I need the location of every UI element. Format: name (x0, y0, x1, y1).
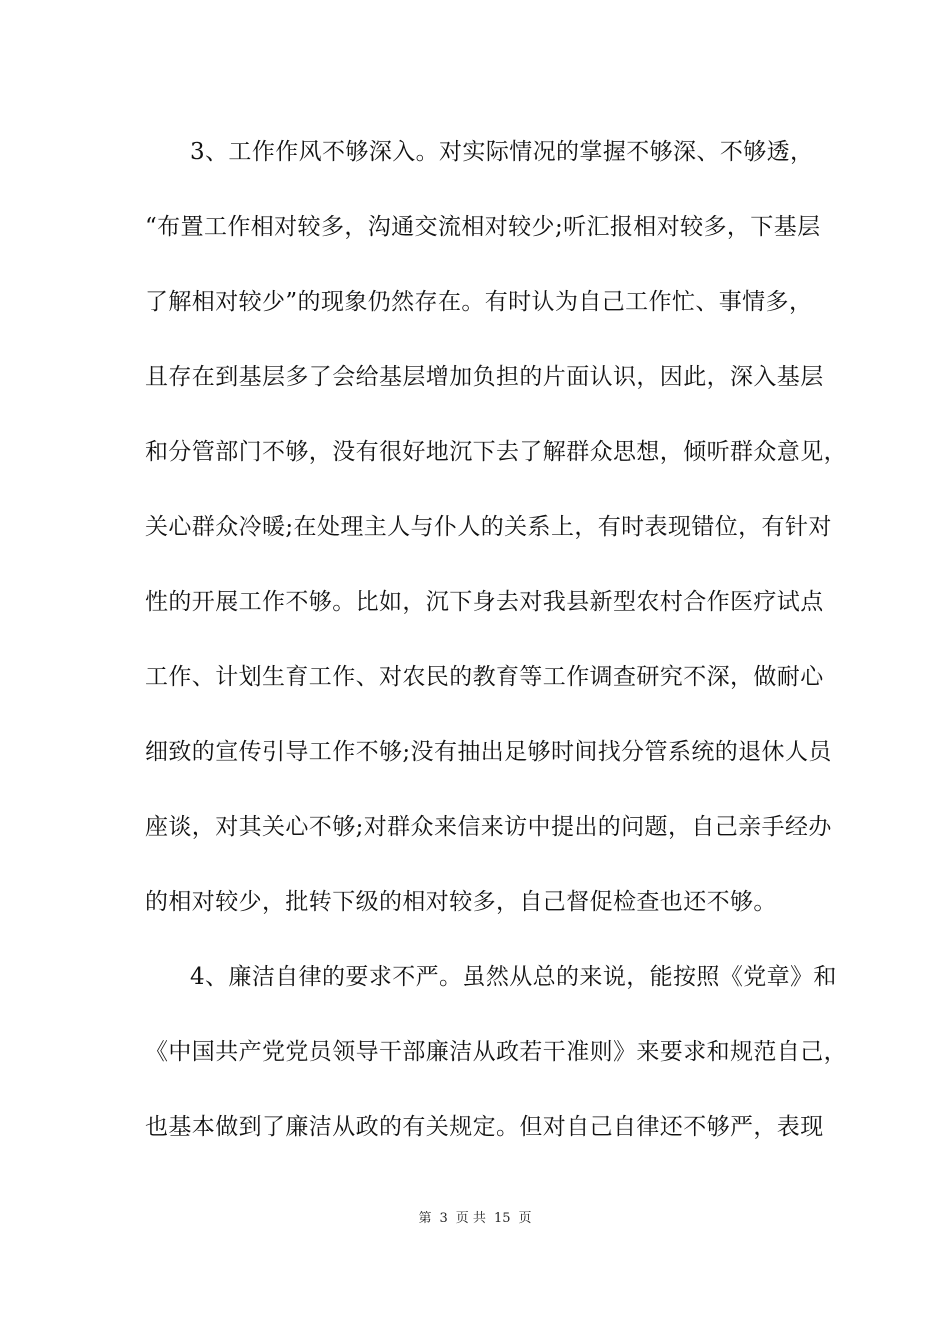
paragraph-3-line-4: 且存在到基层多了会给基层增加负担的片面认识，因此，深入基层 (145, 364, 824, 390)
footer-prefix: 第 (418, 1211, 432, 1226)
paragraph-3-line-9: 细致的宣传引导工作不够;没有抽出足够时间找分管系统的退休人员 (145, 739, 832, 765)
paragraph-3-line-1: 3、工作作风不够深入。对实际情况的掌握不够深、不够透， (190, 139, 814, 165)
paragraph-3-line-3: 了解相对较少”的现象仍然存在。有时认为自己工作忙、事情多， (145, 289, 813, 315)
footer-total-pages: 15 (493, 1211, 511, 1226)
footer-current-page: 3 (439, 1211, 448, 1226)
paragraph-3-line-8: 工作、计划生育工作、对农民的教育等工作调查研究不深，做耐心 (145, 664, 824, 690)
paragraph-3-line-10: 座谈，对其关心不够;对群众来信来访中提出的问题，自己亲手经办 (145, 814, 832, 840)
paragraph-3-line-6: 关心群众冷暖;在处理主人与仆人的关系上，有时表现错位，有针对 (145, 514, 832, 540)
page-footer (0, 1210, 950, 1228)
paragraph-3-line-7: 性的开展工作不够。比如，沉下身去对我县新型农村合作医疗试点 (145, 589, 824, 615)
paragraph-4-line-2: 《中国共产党党员领导干部廉洁从政若干准则》来要求和规范自己， (145, 1039, 847, 1065)
paragraph-3-line-2: “布置工作相对较多，沟通交流相对较少;听汇报相对较多，下基层 (145, 214, 821, 240)
paragraph-4-line-3: 也基本做到了廉洁从政的有关规定。但对自己自律还不够严，表现 (145, 1114, 824, 1140)
paragraph-3-line-5: 和分管部门不够，没有很好地沉下去了解群众思想，倾听群众意见， (145, 439, 847, 465)
footer-suffix: 页 (518, 1211, 532, 1226)
paragraph-4-line-1: 4、廉洁自律的要求不严。虽然从总的来说，能按照《党章》和 (190, 964, 837, 990)
paragraph-3-line-11: 的相对较少，批转下级的相对较多，自己督促检查也还不够。 (145, 889, 777, 915)
footer-middle: 页 共 (455, 1211, 486, 1226)
